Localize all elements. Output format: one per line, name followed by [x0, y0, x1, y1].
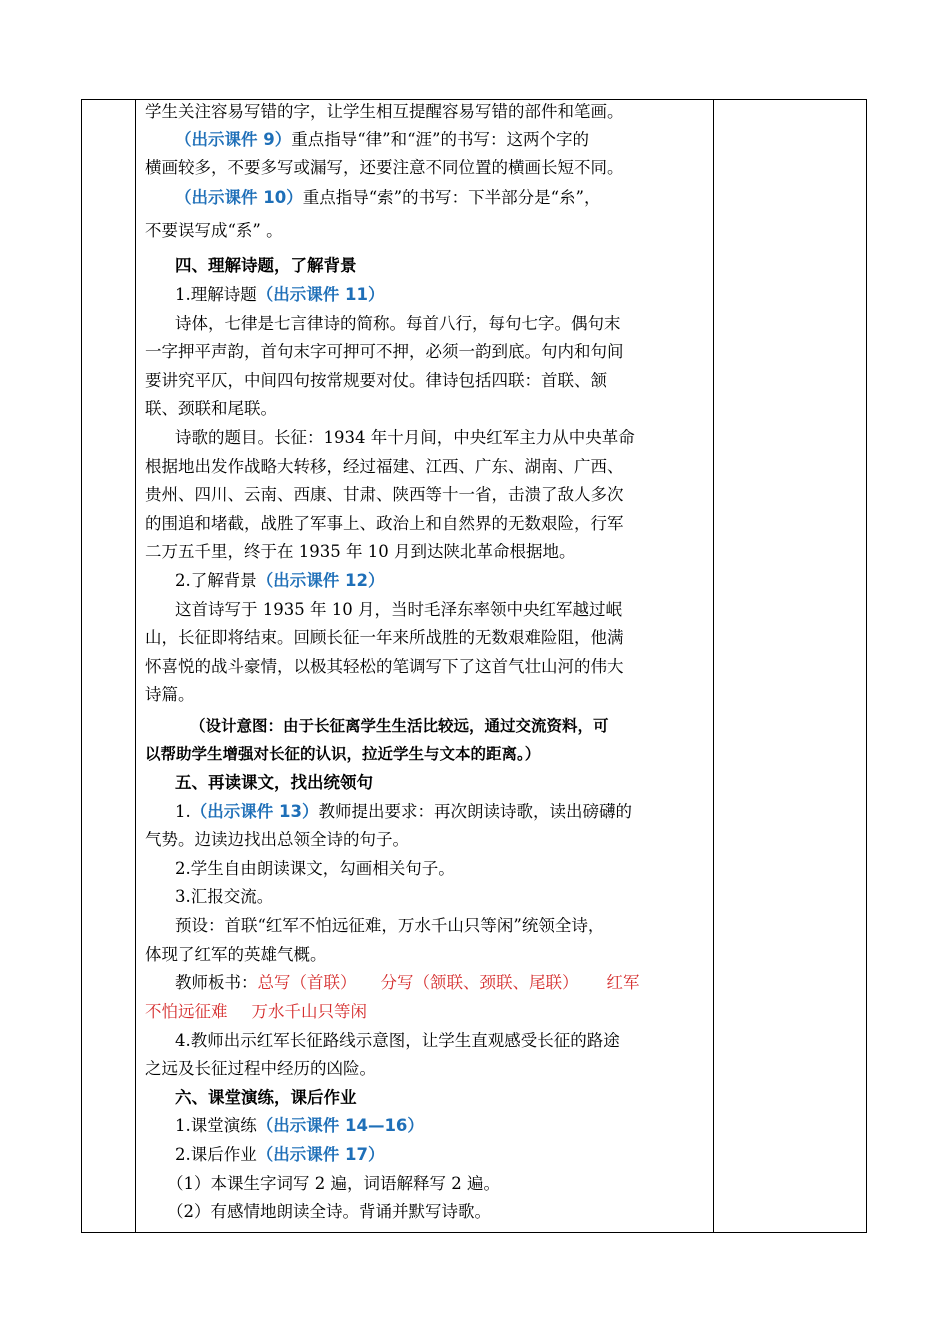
courseware-ref: （出示课件 14—16） — [256, 1116, 424, 1135]
paragraph-line: 预设：首联“红军不怕远征难，万水千山只等闲”统领全诗， — [175, 916, 605, 935]
paragraph-line: 2.学生自由朗读课文，勾画相关句子。 — [175, 859, 455, 878]
paragraph-line: 这首诗写于 1935 年 10 月，当时毛泽东率领中央红军越过岷 — [175, 600, 622, 619]
paragraph-line: 之远及长征过程中经历的凶险。 — [145, 1059, 376, 1078]
paragraph-line: 怀喜悦的战斗豪情，以极其轻松的笔调写下了这首气壮山河的伟大 — [145, 657, 624, 676]
subheading: 2.了解背景（出示课件 12） — [175, 571, 385, 590]
design-intent-line: 以帮助学生增强对长征的认识，拉近学生与文本的距离。） — [145, 744, 541, 763]
column-divider — [713, 100, 714, 1232]
board-writing-line: 教师板书：总写（首联） 分写（颔联、颈联、尾联） 红军 — [175, 973, 640, 992]
paragraph-line: 横画较多，不要多写或漏写，还要注意不同位置的横画长短不同。 — [145, 158, 624, 177]
homework-item: （1）本课生字词写 2 遍，词语解释写 2 遍。 — [167, 1174, 500, 1193]
paragraph-line: 诗体，七律是七言律诗的简称。每首八行，每句七字。偶句末 — [175, 314, 621, 333]
courseware-ref: （出示课件 13） — [190, 802, 319, 821]
paragraph-line: 体现了红军的英雄气概。 — [145, 945, 327, 964]
courseware-ref: （出示课件 10） — [175, 188, 303, 207]
paragraph-line: （出示课件 10）重点指导“索”的书写：下半部分是“糸”， — [175, 188, 601, 207]
paragraph-line: 学生关注容易写错的字，让学生相互提醒容易写错的部件和笔画。 — [145, 102, 624, 121]
courseware-ref: （出示课件 9） — [175, 130, 292, 149]
section-heading: 五、再读课文，找出统领句 — [175, 773, 373, 792]
paragraph-line: 4.教师出示红军长征路线示意图，让学生直观感受长征的路途 — [175, 1031, 620, 1050]
board-writing-line: 不怕远征难 万水千山只等闲 — [145, 1002, 367, 1021]
subheading: 1.课堂演练（出示课件 14—16） — [175, 1116, 424, 1135]
section-heading: 六、课堂演练，课后作业 — [175, 1088, 357, 1107]
lesson-table — [81, 99, 867, 1233]
paragraph-line: 的围追和堵截，战胜了军事上、政治上和自然界的无数艰险，行军 — [145, 514, 624, 533]
paragraph-line: 3.汇报交流。 — [175, 887, 274, 906]
paragraph-line: 贵州、四川、云南、西康、甘肃、陕西等十一省，击溃了敌人多次 — [145, 485, 624, 504]
courseware-ref: （出示课件 12） — [256, 571, 385, 590]
paragraph-line: 一字押平声韵，首句末字可押可不押，必须一韵到底。句内和句间 — [145, 342, 624, 361]
paragraph-line: 根据地出发作战略大转移，经过福建、江西、广东、湖南、广西、 — [145, 457, 624, 476]
subheading: 2.课后作业（出示课件 17） — [175, 1145, 385, 1164]
paragraph-line: 诗篇。 — [145, 685, 195, 704]
column-divider — [135, 100, 136, 1232]
paragraph-line: 要讲究平仄，中间四句按常规要对仗。律诗包括四联：首联、颔 — [145, 371, 607, 390]
section-heading: 四、理解诗题，了解背景 — [175, 256, 357, 275]
paragraph-line: 联、颈联和尾联。 — [145, 399, 277, 418]
design-intent-line: （设计意图：由于长征离学生生活比较远，通过交流资料，可 — [190, 716, 609, 735]
paragraph-line: 山，长征即将结束。回顾长征一年来所战胜的无数艰难险阻，他满 — [145, 628, 624, 647]
paragraph-line: 二万五千里，终于在 1935 年 10 月到达陕北革命根据地。 — [145, 542, 576, 561]
paragraph-line: 诗歌的题目。长征：1934 年十月间，中央红军主力从中央革命 — [175, 428, 635, 447]
paragraph-line: 气势。边读边找出总领全诗的句子。 — [145, 830, 409, 849]
courseware-ref: （出示课件 17） — [256, 1145, 385, 1164]
paragraph-line: 不要误写成“系” 。 — [145, 221, 283, 240]
courseware-ref: （出示课件 11） — [256, 285, 385, 304]
paragraph-line: 1.（出示课件 13）教师提出要求：再次朗读诗歌，读出磅礴的 — [175, 802, 632, 821]
paragraph-line: （出示课件 9）重点指导“律”和“涯”的书写：这两个字的 — [175, 130, 589, 149]
subheading: 1.理解诗题（出示课件 11） — [175, 285, 385, 304]
homework-item: （2）有感情地朗读全诗。背诵并默写诗歌。 — [167, 1202, 491, 1221]
